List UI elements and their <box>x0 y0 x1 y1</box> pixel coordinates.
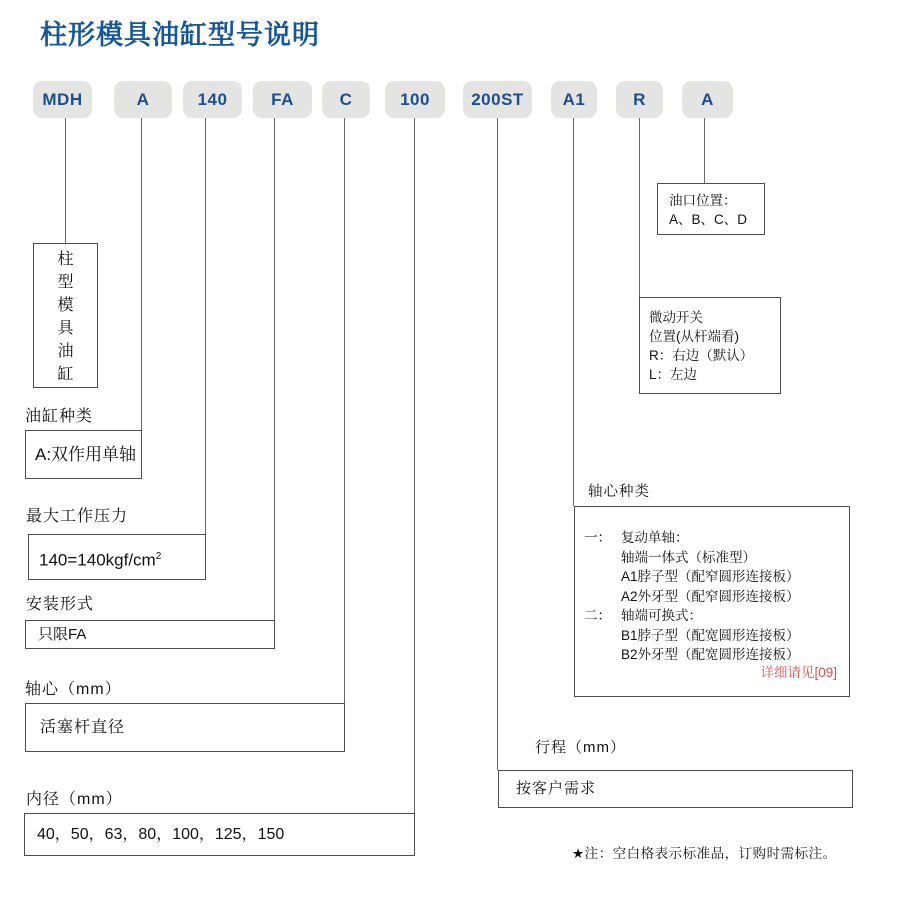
bore-label: 内径（mm） <box>26 791 123 808</box>
max-pressure-superscript: 2 <box>155 551 162 562</box>
micro-switch-line: L：左边 <box>649 367 698 382</box>
mount-label: 安装形式 <box>26 596 95 613</box>
shaft-type-row <box>584 548 839 568</box>
connector-140 <box>205 118 206 534</box>
row-text: B1脖子型（配宽圆形连接板） <box>621 627 800 643</box>
detail-reference-note: 详细请见[09] <box>760 664 837 680</box>
stroke-label: 行程（mm） <box>535 739 626 756</box>
bore-box <box>24 813 415 856</box>
micro-switch-box <box>639 297 781 394</box>
shaft-type-row <box>584 528 839 548</box>
shaft-type-row <box>584 626 839 646</box>
mount-box <box>25 620 275 649</box>
connector-fa <box>274 118 275 620</box>
connector-a <box>141 118 142 430</box>
connector-200st <box>497 118 498 770</box>
connector-c <box>344 118 345 703</box>
connector-100 <box>414 118 415 814</box>
shaft-type-row <box>584 606 839 626</box>
connector-port <box>704 118 705 183</box>
stroke-value: 按客户需求 <box>516 780 597 797</box>
code-segment-mdh: MDH <box>33 81 92 118</box>
row-text: B2外牙型（配宽圆形连接板） <box>621 647 800 662</box>
connector-r <box>639 118 640 297</box>
row-prefix: 一： <box>584 530 611 545</box>
port-position-line: A、B、C、D <box>669 212 748 227</box>
code-segment-a: A <box>114 81 172 118</box>
footnote: ★注：空白格表示标准品，订购时需标注。 <box>572 846 837 861</box>
row-text: A1脖子型（配窄圆形连接板） <box>621 569 800 584</box>
row-text: 复动单轴： <box>621 530 689 545</box>
max-pressure-label: 最大工作压力 <box>26 508 129 525</box>
shaft-type-row <box>584 567 839 587</box>
shaft-value: 活塞杆直径 <box>40 719 126 736</box>
row-text: 轴端可换式： <box>621 608 702 623</box>
cylinder-kind-value: A:双作用单轴 <box>35 445 137 464</box>
code-segment-c: C <box>322 81 370 118</box>
cylinder-kind-box <box>25 430 142 479</box>
mount-value: 只限FA <box>38 626 87 643</box>
row-text: 轴端一体式（标准型） <box>621 549 756 565</box>
micro-switch-line: R：右边（默认） <box>649 348 754 363</box>
row-text: A2外牙型（配窄圆形连接板） <box>621 588 800 604</box>
shaft-type-box <box>574 506 850 697</box>
code-segment-fa: FA <box>253 81 312 118</box>
code-segment-r: R <box>616 81 663 118</box>
port-position-line: 油口位置： <box>669 193 737 208</box>
stroke-box <box>498 770 853 808</box>
connector-mdh <box>65 118 66 243</box>
micro-switch-line: 微动开关 <box>649 310 703 325</box>
code-segment-140: 140 <box>183 81 242 118</box>
max-pressure-value: 140=140kgf/cm <box>39 550 156 570</box>
bore-values: 40，50，63，80，100，125，150 <box>37 826 285 843</box>
shaft-box <box>25 703 345 752</box>
shaft-type-label: 轴心种类 <box>588 484 650 500</box>
shaft-label: 轴心（mm） <box>25 681 122 698</box>
row-prefix: 二： <box>584 608 611 623</box>
shaft-type-row <box>584 587 839 607</box>
code-segment-200st: 200ST <box>463 81 532 118</box>
code-segment-100: 100 <box>385 81 445 118</box>
code-segment-a1: A1 <box>551 81 597 118</box>
connector-a1 <box>573 118 574 506</box>
cylinder-type-box <box>33 243 98 388</box>
port-position-box <box>657 183 765 235</box>
code-segment-port-a: A <box>682 81 733 118</box>
max-pressure-box <box>28 534 206 580</box>
cylinder-kind-label: 油缸种类 <box>25 408 94 425</box>
page-title: 柱形模具油缸型号说明 <box>40 20 320 50</box>
micro-switch-line: 位置(从杆端看) <box>649 329 739 344</box>
cylinder-type-text: 柱型模具油缸 <box>57 251 74 383</box>
